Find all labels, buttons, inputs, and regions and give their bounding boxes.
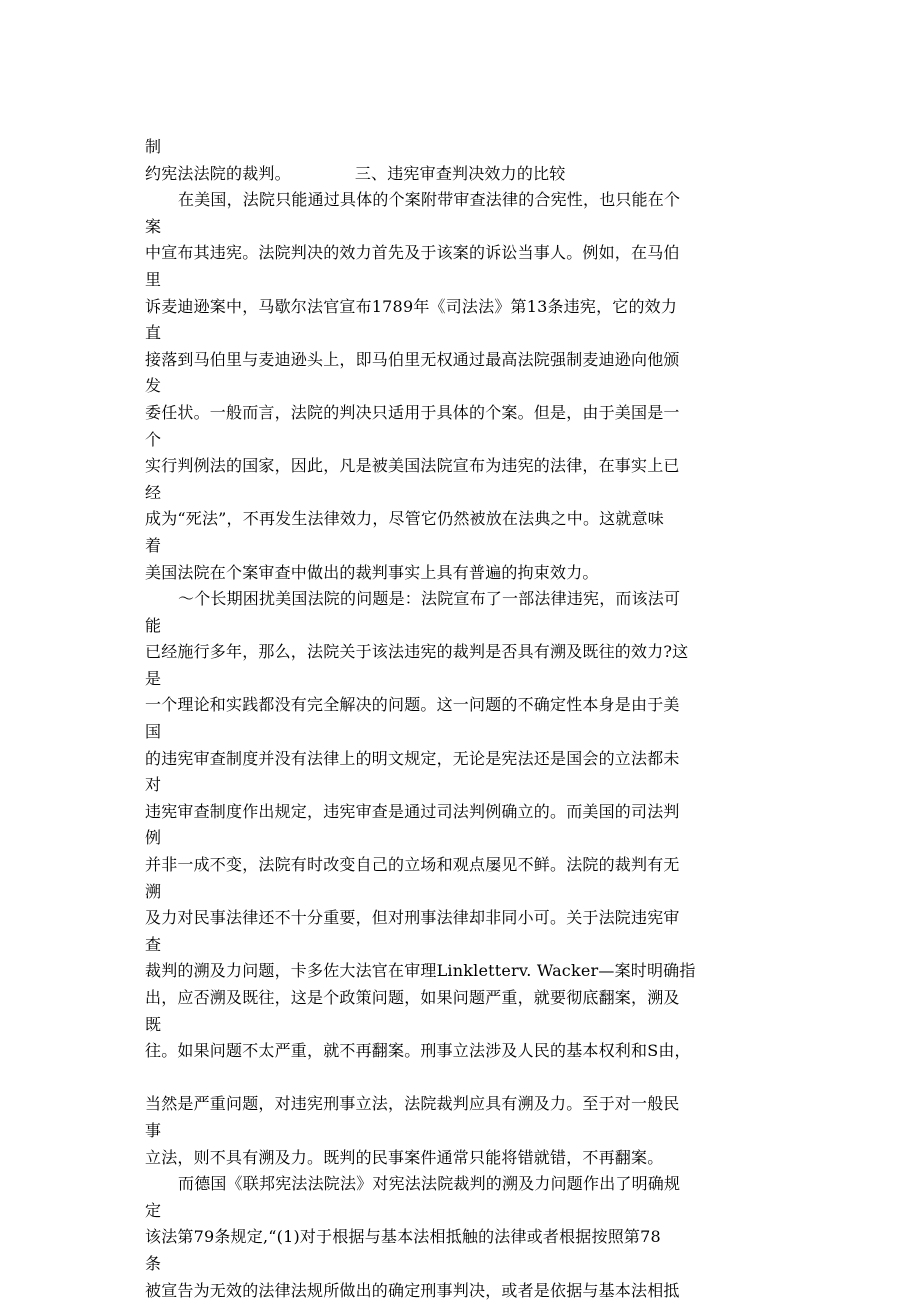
text-line: 溯 — [145, 881, 162, 901]
text-line: 往。如果问题不太严重，就不再翻案。刑事立法涉及人民的基本权利和S由， — [145, 1041, 691, 1061]
text-line: 制 — [145, 137, 162, 156]
text-line: 诉麦迪逊案中，马歇尔法官宣布1789年《司法法》第13条违宪，它的效力 — [145, 296, 678, 316]
text-line: 定 — [145, 1200, 162, 1220]
blank-line — [145, 1065, 745, 1092]
text-line: 个 — [145, 429, 162, 449]
text-line: 该法第79条规定,“(1)对于根据与基本法相抵触的法律或者根据按照第78 — [145, 1227, 661, 1247]
text-line: 着 — [145, 535, 162, 555]
text-line: 并非一成不变，法院有时改变自己的立场和观点屡见不鲜。法院的裁判有无 — [145, 855, 680, 875]
paragraph-start: 在美国，法院只能通过具体的个案附带审查法律的合宪性，也只能在个 — [178, 190, 681, 210]
text-line: 对 — [145, 775, 162, 795]
text-line: 条 — [145, 1253, 162, 1273]
text-line: 被宣告为无效的法律法规所做出的确定刑事判决，或者是依据与基本法相抵 — [145, 1280, 680, 1300]
text-line: 查 — [145, 934, 162, 954]
section-heading: 三、违宪审查判决效力的比较 — [354, 163, 566, 183]
text-line: 出，应否溯及既往，这是个政策问题，如果问题严重，就要彻底翻案，溯及 — [145, 988, 680, 1007]
text-line: 国 — [145, 722, 162, 742]
text-line: 已经施行多年，那么，法院关于该法违宪的裁判是否具有溯及既往的效力?这 — [145, 642, 689, 662]
document-page — [145, 134, 745, 1304]
text-line-with-heading — [145, 161, 745, 188]
text-line: 一个理论和实践都没有完全解决的问题。这一问题的不确定性本身是由于美 — [145, 695, 680, 715]
text-line: 违宪审查制度作出规定，违宪审查是通过司法判例确立的。而美国的司法判 — [145, 801, 680, 821]
text-line: 既 — [145, 1014, 162, 1034]
text-line: 案 — [145, 216, 162, 236]
text-line: 成为“死法”，不再发生法律效力，尽管它仍然被放在法典之中。这就意味 — [145, 509, 664, 529]
text-line: 是 — [145, 668, 162, 688]
text-line: 例 — [145, 828, 162, 848]
text-line: 中宣布其违宪。法院判决的效力首先及于该案的诉讼当事人。例如，在马伯 — [145, 243, 680, 263]
text-line: 能 — [145, 615, 162, 635]
text-line: 委任状。一般而言，法院的判决只适用于具体的个案。但是，由于美国是一 — [145, 402, 680, 422]
text-line: 及力对民事法律还不十分重要，但对刑事法律却非同小可。关于法院违宪审 — [145, 908, 680, 928]
text-line: 里 — [145, 269, 162, 289]
text-line: 直 — [145, 323, 162, 343]
text-line: 接落到马伯里与麦迪逊头上，即马伯里无权通过最高法院强制麦迪逊向他颁 — [145, 349, 680, 369]
text-line: 当然是严重问题，对违宪刑事立法，法院裁判应具有溯及力。至于对一般民 — [145, 1094, 680, 1114]
text-line: 经 — [145, 482, 162, 502]
text-line: 裁判的溯及力问题，卡多佐大法官在审理Linkletterv. Wacker—案时明确指 — [145, 961, 696, 981]
text-line: 的违宪审查制度并没有法律上的明文规定，无论是宪法还是国会的立法都未 — [145, 748, 680, 768]
text-line: 立法，则不具有溯及力。既判的民事案件通常只能将错就错，不再翻案。 — [145, 1147, 664, 1167]
text-line: 发 — [145, 376, 162, 396]
text-line: 实行判例法的国家，因此，凡是被美国法院宣布为违宪的法律，在事实上已 — [145, 456, 680, 476]
paragraph-start: 〜个长期困扰美国法院的问题是：法院宣布了一部法律违宪，而该法可 — [178, 589, 681, 609]
text-line: 约宪法法院的裁判。 — [145, 163, 291, 183]
text-line: 事 — [145, 1120, 162, 1140]
text-line: 美国法院在个案审查中做出的裁判事实上具有普遍的拘束效力。 — [145, 562, 599, 582]
paragraph-start: 而德国《联邦宪法法院法》对宪法法院裁判的溯及力问题作出了明确规 — [178, 1174, 681, 1194]
